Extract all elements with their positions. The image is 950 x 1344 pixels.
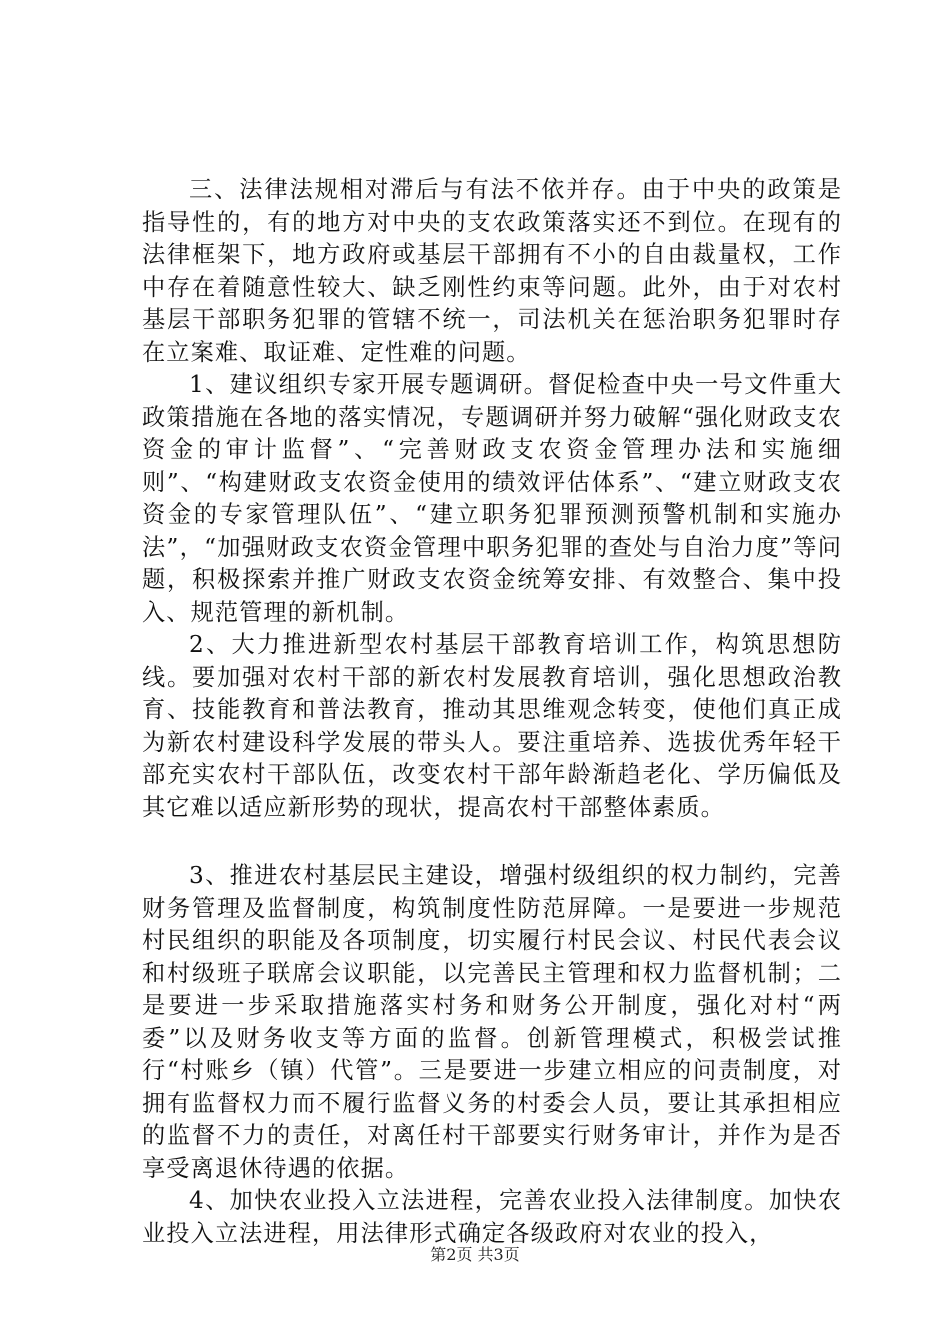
paragraph-item-4: 4、加快农业投入立法进程，完善农业投入法律制度。加快农业投入立法进程，用法律形式确定各级政府对农业的投入，: [142, 1187, 842, 1247]
paragraph-item-1: 1、建议组织专家开展专题调研。督促检查中央一号文件重大政策措施在各地的落实情况，专题调研并努力破解“强化财政支农资金的审计监督”、“完善财政支农资金管理办法和实施细则”、“构建财政支农资金使用的绩效评估体系”、“建立财政支农资金的专家管理队伍”、“建立职务犯罪预测预警机制和实施办法”，“加强财政支农资金管理中职务犯罪的查处与自治力度”等问题，积极探索并推广财政支农资金统筹安排、有效整合、集中投入、规范管理的新机制。: [142, 371, 842, 626]
paragraph-section-three: 三、法律法规相对滞后与有法不依并存。由于中央的政策是指导性的，有的地方对中央的支农政策落实还不到位。在现有的法律框架下，地方政府或基层干部拥有不小的自由裁量权，工作中存在着随意性较大、缺乏刚性约束等问题。此外，由于对农村基层干部职务犯罪的管辖不统一，司法机关在惩治职务犯罪时存在立案难、取证难、定性难的问题。: [142, 176, 842, 366]
page-footer: 第2页 共3页: [430, 1245, 520, 1264]
document-body: [142, 174, 842, 1250]
paragraph-item-2: 2、大力推进新型农村基层干部教育培训工作，构筑思想防线。要加强对农村干部的新农村发展教育培训，强化思想政治教育、技能教育和普法教育，推动其思维观念转变，使他们真正成为新农村建设科学发展的带头人。要注重培养、选拔优秀年轻干部充实农村干部队伍，改变农村干部年龄渐趋老化、学历偏低及其它难以适应新形势的现状，提高农村干部整体素质。: [142, 631, 842, 821]
paragraph-item-3: 3、推进农村基层民主建设，增强村级组织的权力制约，完善财务管理及监督制度，构筑制度性防范屏障。一是要进一步规范村民组织的职能及各项制度，切实履行村民会议、村民代表会议和村级班子联席会议职能，以完善民主管理和权力监督机制；二是要进一步采取措施落实村务和财务公开制度，强化对村“两委”以及财务收支等方面的监督。创新管理模式，积极尝试推行“村账乡（镇）代管”。三是要进一步建立相应的问责制度，对拥有监督权力而不履行监督义务的村委会人员，要让其承担相应的监督不力的责任，对离任村干部要实行财务审计，并作为是否享受离退休待遇的依据。: [142, 862, 842, 1182]
